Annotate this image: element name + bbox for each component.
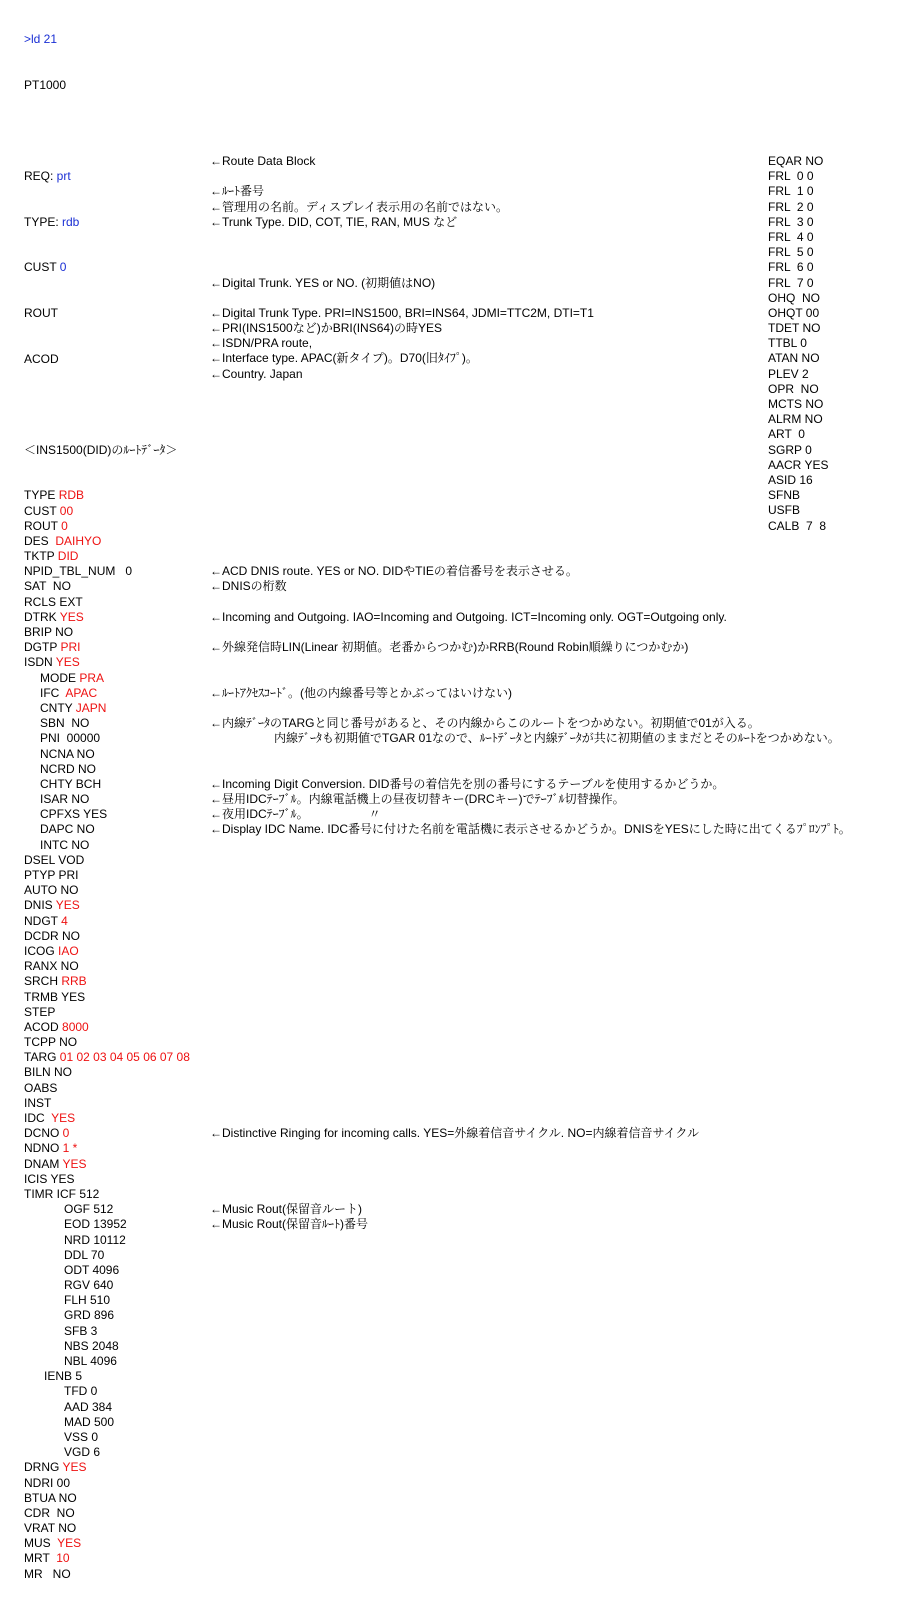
param-row xyxy=(24,1536,190,1551)
param-key: MR NO xyxy=(24,1566,71,1581)
param-row xyxy=(24,504,190,519)
comment-line: ←ACD DNIS route. YES or NO. DIDやTIEの着信番号を表示させる。 xyxy=(210,564,578,579)
param-key: DNIS xyxy=(24,898,56,913)
param-row xyxy=(24,1111,190,1126)
param-key: ROUT xyxy=(24,518,62,533)
param-key: STEP xyxy=(24,1004,56,1019)
param-row xyxy=(24,1445,190,1460)
comment-line xyxy=(210,1232,851,1247)
param-value: APAC xyxy=(65,685,98,700)
param-key: CPFXS YES xyxy=(40,807,108,822)
comment-line: ←Music Rout(保留音ルート) xyxy=(210,1201,363,1216)
param-row xyxy=(24,1217,190,1232)
comment-line: ←ISDN/PRA route, xyxy=(210,336,313,351)
param-row xyxy=(24,564,190,579)
param-key: VGD 6 xyxy=(64,1445,101,1460)
comment-line xyxy=(210,944,851,959)
param-row xyxy=(24,686,190,701)
param-key: AAD 384 xyxy=(64,1399,113,1414)
param-row xyxy=(24,1050,190,1065)
param-row xyxy=(24,1157,190,1172)
param-value: RRB xyxy=(61,974,87,989)
param-value: RDB xyxy=(58,488,85,503)
comment-line xyxy=(210,549,851,564)
param-value: 8000 xyxy=(62,1019,89,1034)
param-key: NCRD NO xyxy=(40,761,96,776)
param-row xyxy=(24,1551,190,1566)
param-key: SAT NO xyxy=(24,579,71,594)
comment-line xyxy=(210,670,851,685)
comment-line: ←内線ﾃﾞｰﾀのTARGと同じ番号があると、その内線からこのルートをつかめない。初期値で01が入る。 xyxy=(210,715,760,730)
param-key: VSS 0 xyxy=(64,1429,99,1444)
param-value: PRI xyxy=(60,640,81,655)
param-value: YES xyxy=(62,1460,87,1475)
param-row xyxy=(24,595,190,610)
comment-line: ←夜用IDCﾃｰﾌﾞﾙ。 〃 xyxy=(210,807,381,822)
comment-line xyxy=(210,929,851,944)
param-key: DAPC NO xyxy=(40,822,95,837)
comment-line xyxy=(210,230,851,245)
comment-line xyxy=(210,473,851,488)
right-param: FRL 6 0 xyxy=(768,260,814,275)
param-row xyxy=(24,1491,190,1506)
right-param: OHQ NO xyxy=(768,290,821,305)
param-row xyxy=(24,1202,190,1217)
comment-line: ←Route Data Block xyxy=(210,154,316,168)
comment-line xyxy=(210,534,851,549)
param-row xyxy=(24,990,190,1005)
comment-line: ←ﾙｰﾄ番号 xyxy=(210,184,265,199)
data-rows xyxy=(24,488,190,1582)
comment-line xyxy=(210,1035,851,1050)
comment-line: ←Music Rout(保留音ﾙｰﾄ)番号 xyxy=(210,1217,369,1232)
right-param: FRL 4 0 xyxy=(768,229,814,244)
comment-line xyxy=(210,488,851,503)
param-value: IAO xyxy=(58,943,79,958)
comment-line xyxy=(210,655,851,670)
comment-line xyxy=(210,868,851,883)
param-value: YES xyxy=(57,1536,82,1551)
comment-line: ←昼用IDCﾃｰﾌﾞﾙ。内線電話機上の昼夜切替キー(DRCキー)でﾃｰﾌﾞﾙ切替操作。 xyxy=(210,791,625,806)
param-row xyxy=(24,519,190,534)
param-row xyxy=(24,716,190,731)
param-row xyxy=(24,640,190,655)
req-value: prt xyxy=(56,169,71,184)
param-key: SFB 3 xyxy=(64,1323,98,1338)
param-row xyxy=(24,625,190,640)
type-line xyxy=(24,215,190,230)
param-key: ISDN xyxy=(24,655,56,670)
comment-line xyxy=(210,503,851,518)
param-row xyxy=(24,1005,190,1020)
right-param: FRL 7 0 xyxy=(768,275,814,290)
comment-line xyxy=(210,1187,851,1202)
param-row xyxy=(24,792,190,807)
right-param: PLEV 2 xyxy=(768,366,809,381)
param-row xyxy=(24,610,190,625)
param-row xyxy=(24,655,190,670)
param-row xyxy=(24,1308,190,1323)
comment-line: ←Incoming and Outgoing. IAO=Incoming and Outgoing. ICT=Incoming only. OGT=Outgoing only. xyxy=(210,609,727,624)
comment-line xyxy=(210,412,851,427)
comment-line: ←ﾙｰﾄｱｸｾｽｺｰﾄﾞ。(他の内線番号等とかぶってはいけない) xyxy=(210,685,512,700)
param-row xyxy=(24,807,190,822)
comment-line xyxy=(210,853,851,868)
param-key: BILN NO xyxy=(24,1065,73,1080)
param-key: CNTY xyxy=(40,700,76,715)
comment-line xyxy=(210,762,851,777)
param-key: RANX NO xyxy=(24,959,79,974)
param-row xyxy=(24,1521,190,1536)
param-value: JAPN xyxy=(75,700,107,715)
param-key: GRD 896 xyxy=(64,1308,115,1323)
comment-line xyxy=(210,1080,851,1095)
cust-line xyxy=(24,260,190,275)
right-param: TDET NO xyxy=(768,321,821,336)
param-row xyxy=(24,701,190,716)
req-line xyxy=(24,169,190,184)
param-row xyxy=(24,1567,190,1582)
param-key: NBL 4096 xyxy=(64,1354,117,1369)
param-key: SBN NO xyxy=(40,716,90,731)
param-row xyxy=(24,549,190,564)
right-param: FRL 5 0 xyxy=(768,245,814,260)
right-column xyxy=(768,154,828,534)
right-param: AACR YES xyxy=(768,457,829,472)
right-param: ASID 16 xyxy=(768,472,813,487)
comment-line xyxy=(210,519,851,534)
comment-line: ←Digital Trunk. YES or NO. (初期値はNO) xyxy=(210,275,436,290)
param-row xyxy=(24,1293,190,1308)
param-key: ODT 4096 xyxy=(64,1262,120,1277)
param-value: 0 xyxy=(61,518,68,533)
param-key: DRNG xyxy=(24,1460,63,1475)
prompt-line: PT1000 xyxy=(24,78,67,92)
param-key: DSEL VOD xyxy=(24,852,85,867)
param-value: 4 xyxy=(61,913,68,928)
param-row xyxy=(24,853,190,868)
param-value: PRA xyxy=(79,670,105,685)
param-value: YES xyxy=(62,1156,87,1171)
param-key: TCPP NO xyxy=(24,1035,78,1050)
param-value: 1 * xyxy=(62,1141,78,1156)
comment-line xyxy=(210,1111,851,1126)
param-row xyxy=(24,1096,190,1111)
comment-line: ←外線発信時LIN(Linear 初期値。老番からつかむ)かRRB(Round Robin順繰りにつかむか) xyxy=(210,640,689,654)
param-row xyxy=(24,534,190,549)
param-key: IDC xyxy=(24,1111,52,1126)
param-row xyxy=(24,1081,190,1096)
cust-label: CUST xyxy=(24,260,60,275)
type-label: TYPE: xyxy=(24,214,63,229)
param-row xyxy=(24,959,190,974)
comment-line xyxy=(210,382,851,397)
param-value: YES xyxy=(55,898,80,913)
param-key: NDGT xyxy=(24,913,62,928)
right-param: CALB 7 8 xyxy=(768,518,827,533)
param-row xyxy=(24,1035,190,1050)
param-key: PTYP PRI xyxy=(24,868,79,883)
param-row xyxy=(24,747,190,762)
command-text: >ld 21 xyxy=(24,32,58,47)
param-key: DGTP xyxy=(24,640,61,655)
param-value: DID xyxy=(57,549,79,564)
comment-line: 内線ﾃﾞｰﾀも初期値でTGAR 01なので、ﾙｰﾄﾃﾞｰﾀと内線ﾃﾞｰﾀが共に初期値のままだとそのﾙｰﾄをつかめない。 xyxy=(274,731,840,746)
param-key: EOD 13952 xyxy=(64,1217,127,1232)
comment-line xyxy=(210,291,851,306)
acod-line: ACOD xyxy=(24,351,59,366)
param-key: DCNO xyxy=(24,1126,63,1141)
comment-line xyxy=(210,837,851,852)
comment-line xyxy=(210,913,851,928)
param-key: DES xyxy=(24,533,56,548)
param-value: DAIHYO xyxy=(55,533,102,548)
cust-value: 0 xyxy=(59,260,67,275)
right-param: ART 0 xyxy=(768,427,805,442)
param-row xyxy=(24,929,190,944)
param-key: CDR NO xyxy=(24,1505,75,1520)
right-param: ALRM NO xyxy=(768,412,823,427)
param-row xyxy=(24,1172,190,1187)
right-param: FRL 0 0 xyxy=(768,169,814,184)
param-row xyxy=(24,1020,190,1035)
param-row xyxy=(24,1126,190,1141)
comment-line: ←DNISの桁数 xyxy=(210,579,287,594)
comment-line xyxy=(210,245,851,260)
right-param: EQAR NO xyxy=(768,154,824,168)
param-key: MUS xyxy=(24,1536,58,1551)
param-key: RCLS EXT xyxy=(24,594,83,609)
param-value: 00 xyxy=(59,503,74,518)
param-value: 0 xyxy=(62,1126,70,1141)
comment-line xyxy=(210,701,851,716)
section-title: ＜INS1500(DID)のﾙｰﾄﾃﾞｰﾀ＞ xyxy=(24,442,178,457)
param-row xyxy=(24,1278,190,1293)
param-row xyxy=(24,1339,190,1354)
param-row xyxy=(24,883,190,898)
comment-line xyxy=(210,427,851,442)
comment-line: ←管理用の名前。ディスプレイ表示用の名前ではない。 xyxy=(210,199,508,214)
right-param: SGRP 0 xyxy=(768,442,812,457)
param-key: RGV 640 xyxy=(64,1278,114,1293)
param-key: IFC xyxy=(40,685,66,700)
comment-line xyxy=(210,974,851,989)
param-row xyxy=(24,974,190,989)
right-param: FRL 2 0 xyxy=(768,199,814,214)
right-param: FRL 1 0 xyxy=(768,184,814,199)
comment-line xyxy=(210,397,851,412)
param-key: INST xyxy=(24,1095,52,1110)
param-row xyxy=(24,822,190,837)
param-row xyxy=(24,1354,190,1369)
comment-line xyxy=(210,625,851,640)
param-key: OGF 512 xyxy=(64,1202,114,1217)
comment-line xyxy=(210,1050,851,1065)
param-key: ISAR NO xyxy=(40,792,90,807)
param-value: YES xyxy=(59,609,84,624)
comment-line xyxy=(210,959,851,974)
param-row xyxy=(24,1506,190,1521)
comment-line: ←Country. Japan xyxy=(210,366,303,381)
right-param: MCTS NO xyxy=(768,397,824,411)
param-key: ICIS YES xyxy=(24,1171,75,1186)
right-param: OHQT 00 xyxy=(768,305,820,320)
param-key: NBS 2048 xyxy=(64,1338,119,1353)
param-row xyxy=(24,762,190,777)
route-listing xyxy=(24,2,190,1597)
param-key: NDNO xyxy=(24,1141,63,1156)
comment-line xyxy=(210,898,851,913)
param-row xyxy=(24,671,190,686)
param-key: VRAT NO xyxy=(24,1521,77,1536)
param-key: ICOG xyxy=(24,943,59,958)
param-key: ACOD xyxy=(24,1019,63,1034)
param-key: TKTP xyxy=(24,549,58,564)
comment-line: ←PRI(INS1500など)かBRI(INS64)の時YES xyxy=(210,321,443,336)
right-param: TTBL 0 xyxy=(768,336,807,351)
param-key: DTRK xyxy=(24,609,60,624)
param-key: NRD 10112 xyxy=(64,1232,126,1247)
param-key: DNAM xyxy=(24,1156,63,1171)
comment-line: ←Incoming Digit Conversion. DID番号の着信先を別の番号にするテーブルを使用するかどうか。 xyxy=(210,776,725,791)
comment-line xyxy=(210,1005,851,1020)
comment-line xyxy=(210,1020,851,1035)
param-key: TYPE xyxy=(24,488,59,503)
param-row xyxy=(24,1415,190,1430)
param-row xyxy=(24,868,190,883)
param-row xyxy=(24,1430,190,1445)
comment-line xyxy=(210,594,851,609)
comment-line: ←Display IDC Name. IDC番号に付けた名前を電話機に表示させるかどうか。DNISをYESにした時に出てくるﾌﾟﾛﾝﾌﾟﾄ。 xyxy=(210,822,851,837)
param-row xyxy=(24,1187,190,1202)
rout-line: ROUT xyxy=(24,305,58,320)
comment-line xyxy=(210,260,851,275)
param-row xyxy=(24,488,190,503)
param-row xyxy=(24,1263,190,1278)
right-param: ATAN NO xyxy=(768,351,820,366)
param-key: TRMB YES xyxy=(24,989,86,1004)
param-row xyxy=(24,1400,190,1415)
comment-line xyxy=(210,1156,851,1171)
param-key: IENB 5 xyxy=(44,1369,83,1384)
param-value: YES xyxy=(51,1111,76,1126)
param-row xyxy=(24,1141,190,1156)
right-param: USFB xyxy=(768,503,801,518)
command-line xyxy=(24,32,190,47)
param-row xyxy=(24,1065,190,1080)
param-key: PNI 00000 xyxy=(40,731,101,746)
comment-line xyxy=(210,883,851,898)
param-key: NDRI 00 xyxy=(24,1475,71,1490)
comment-line xyxy=(210,746,851,761)
param-key: BRIP NO xyxy=(24,625,74,640)
param-value: YES xyxy=(55,655,80,670)
type-value: rdb xyxy=(62,214,80,229)
comment-line: ←Trunk Type. DID, COT, TIE, RAN, MUS など xyxy=(210,214,458,229)
param-key: NPID_TBL_NUM 0 xyxy=(24,564,133,579)
param-key: FLH 510 xyxy=(64,1293,111,1308)
param-key: TARG xyxy=(24,1050,60,1065)
comment-line xyxy=(210,1141,851,1156)
right-param: OPR NO xyxy=(768,381,819,396)
param-row xyxy=(24,1248,190,1263)
comment-column xyxy=(210,154,851,1248)
comment-line xyxy=(210,989,851,1004)
param-row xyxy=(24,898,190,913)
comment-line xyxy=(210,1096,851,1111)
comment-line: ←Distinctive Ringing for incoming calls. YES=外線着信音サイクル. NO=内線着信音サイクル xyxy=(210,1126,700,1140)
comment-line xyxy=(210,458,851,473)
param-key: CUST xyxy=(24,503,60,518)
param-key: CHTY BCH xyxy=(40,776,102,791)
comment-line xyxy=(210,169,851,184)
param-key: DCDR NO xyxy=(24,928,80,943)
param-row xyxy=(24,579,190,594)
param-key: OABS xyxy=(24,1080,58,1095)
param-row xyxy=(24,1476,190,1491)
param-row xyxy=(24,1460,190,1475)
param-row xyxy=(24,944,190,959)
param-key: TIMR ICF 512 xyxy=(24,1186,100,1201)
param-row xyxy=(24,1384,190,1399)
param-value: 10 xyxy=(56,1551,70,1566)
param-key: SRCH xyxy=(24,974,62,989)
right-param: SFNB xyxy=(768,488,801,503)
param-row xyxy=(24,1369,190,1384)
param-row xyxy=(24,1233,190,1248)
param-row xyxy=(24,731,190,746)
param-key: INTC NO xyxy=(40,837,90,852)
param-row xyxy=(24,914,190,929)
param-key: DDL 70 xyxy=(64,1247,105,1262)
param-key: NCNA NO xyxy=(40,746,95,761)
param-row xyxy=(24,838,190,853)
comment-line xyxy=(210,1172,851,1187)
param-key: TFD 0 xyxy=(64,1384,98,1399)
param-key: MAD 500 xyxy=(64,1414,115,1429)
param-key: MRT xyxy=(24,1551,57,1566)
right-param: FRL 3 0 xyxy=(768,214,814,229)
req-label: REQ: xyxy=(24,169,57,184)
comment-line xyxy=(210,1065,851,1080)
comment-line: ←Interface type. APAC(新タイプ)。D70(旧ﾀｲﾌﾟ)。 xyxy=(210,351,478,366)
param-row xyxy=(24,777,190,792)
param-value: 01 02 03 04 05 06 07 08 xyxy=(59,1050,190,1065)
param-key: AUTO NO xyxy=(24,883,79,898)
comment-line xyxy=(210,443,851,458)
comment-line: ←Digital Trunk Type. PRI=INS1500, BRI=INS64, JDMI=TTC2M, DTI=T1 xyxy=(210,305,594,320)
param-key: BTUA NO xyxy=(24,1490,77,1505)
param-key: MODE xyxy=(40,670,80,685)
param-row xyxy=(24,1324,190,1339)
